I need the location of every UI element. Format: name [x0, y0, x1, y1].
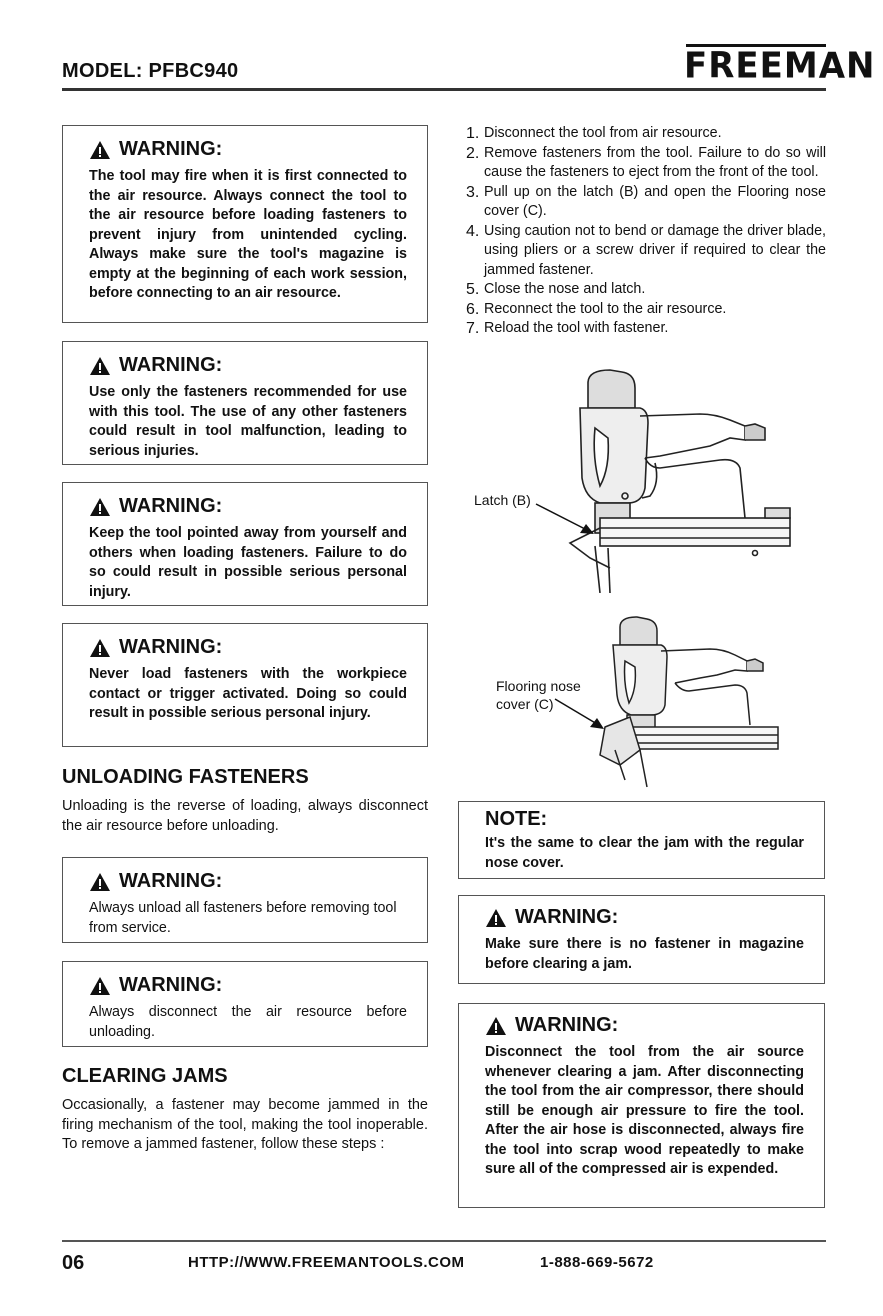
note-title: NOTE: — [485, 808, 548, 830]
warning-text: Never load fasteners with the workpiece contact or trigger activated. Doing so could result in possible serious personal injury. — [89, 666, 407, 721]
nailer-nose-cover-illustration — [585, 615, 785, 790]
section-heading-clearing: CLEARING JAMS — [62, 1065, 228, 1087]
latch-label: Latch (B) — [474, 492, 531, 508]
warning-title: WARNING: — [119, 974, 223, 996]
note-text: It's the same to clear the jam with the regular nose cover. — [485, 835, 804, 871]
list-item: 4. Using caution not to bend or damage the driver blade, using pliers or a screw driver if required to clear the jammed fastener. — [466, 222, 826, 278]
warning-box-pointed-away — [62, 482, 428, 606]
list-item: 7. Reload the tool with fastener. — [466, 320, 669, 337]
nose-cover-arrow — [552, 696, 612, 734]
clearing-text: Occasionally, a fastener may become jammed in the firing mechanism of the tool, making the tool inoperable. To remove a jammed fastener, follow these steps : — [62, 1097, 428, 1152]
warning-box-first-connect — [62, 125, 428, 323]
unloading-text: Unloading is the reverse of loading, always disconnect the air resource before unloading. — [62, 798, 428, 834]
list-item: 1. Disconnect the tool from air resource. — [466, 125, 722, 142]
list-item: 2. Remove fasteners from the tool. Failure to do so will cause the fasteners to eject from the front of the tool. — [466, 144, 826, 180]
warning-text: Use only the fasteners recommended for use with this tool. The use of any other fasteners could result in tool malfunction, leading to serious injuries. — [89, 384, 407, 459]
warning-triangle-icon — [89, 497, 111, 517]
latch-arrow — [532, 500, 602, 540]
header-divider — [62, 88, 826, 91]
section-heading-unloading: UNLOADING FASTENERS — [62, 766, 309, 788]
warning-text: Disconnect the tool from the air source whenever clearing a jam. After disconnecting the tool from the air compressor, there should still be enough air pressure to fire the tool. After the air hose is disconnected, always fire the tool into scrap wood repeatedly to make sure all of the compressed air is expended. — [485, 1044, 804, 1177]
warning-triangle-icon — [89, 976, 111, 996]
warning-title: WARNING: — [119, 354, 223, 376]
warning-title: WARNING: — [119, 636, 223, 658]
warning-triangle-icon — [485, 908, 507, 928]
footer-url: HTTP://WWW.FREEMANTOOLS.COM — [188, 1254, 465, 1271]
warning-text: Always disconnect the air resource before unloading. — [89, 1004, 407, 1040]
warning-triangle-icon — [89, 140, 111, 160]
warning-text: Keep the tool pointed away from yourself and others when loading fasteners. Failure to do so could result in possible serious personal injury. — [89, 525, 407, 600]
nailer-latch-illustration — [540, 368, 800, 593]
warning-triangle-icon — [89, 872, 111, 892]
warning-title: WARNING: — [119, 495, 223, 517]
list-item: 3. Pull up on the latch (B) and open the Flooring nose cover (C). — [466, 183, 826, 219]
warning-box-fasteners — [62, 341, 428, 465]
footer-phone: 1-888-669-5672 — [540, 1254, 654, 1271]
warning-triangle-icon — [89, 638, 111, 658]
footer-divider — [62, 1240, 826, 1242]
list-item: 5. Close the nose and latch. — [466, 281, 646, 298]
list-item: 6. Reconnect the tool to the air resource. — [466, 300, 727, 318]
warning-title: WARNING: — [515, 906, 619, 928]
nose-cover-label-line2: cover (C) — [496, 696, 554, 712]
warning-title: WARNING: — [119, 870, 223, 892]
warning-box-unload-all — [62, 857, 428, 943]
warning-triangle-icon — [485, 1016, 507, 1036]
note-box — [458, 801, 825, 879]
warning-box-air-source — [458, 1003, 825, 1208]
page-number: 06 — [62, 1252, 85, 1274]
brand-logo: FREEMAN — [684, 45, 876, 87]
warning-text: Always unload all fasteners before removing tool from service. — [89, 900, 397, 936]
jam-steps-list — [466, 124, 826, 339]
nose-cover-label-line1: Flooring nose — [496, 678, 581, 694]
warning-title: WARNING: — [515, 1014, 619, 1036]
warning-text: The tool may fire when it is first connected to the air resource. Always connect the tool to the air resource before loading fasteners to prevent injury from unintended cycling. Always make sure the tool's magazine is empty at the beginning of each work session, before connecting to an air resource. — [89, 168, 407, 301]
model-label: MODEL: PFBC940 — [62, 60, 239, 82]
warning-title: WARNING: — [119, 138, 223, 160]
warning-triangle-icon — [89, 356, 111, 376]
warning-box-workpiece — [62, 623, 428, 747]
warning-text: Make sure there is no fastener in magazine before clearing a jam. — [485, 936, 804, 972]
warning-box-magazine — [458, 895, 825, 984]
warning-box-disconnect — [62, 961, 428, 1047]
